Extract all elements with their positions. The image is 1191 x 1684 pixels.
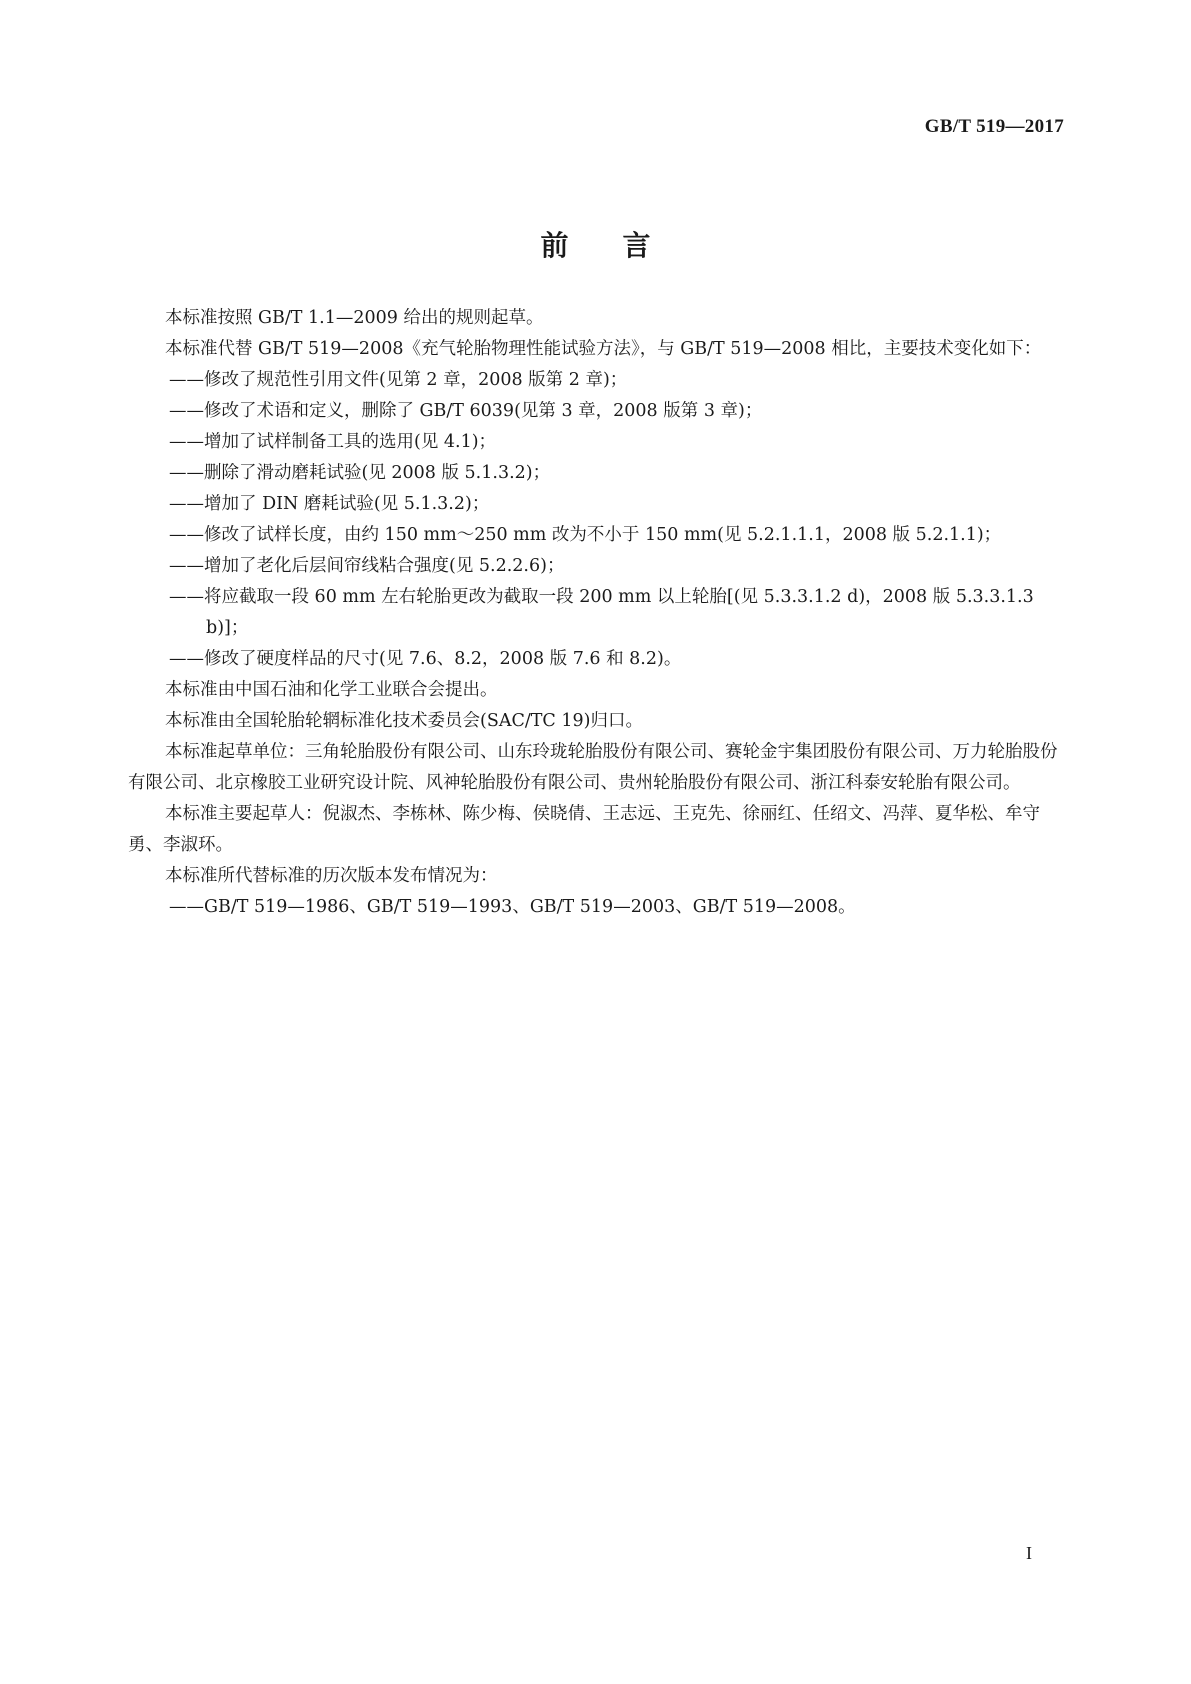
paragraph: 本标准由全国轮胎轮辋标准化技术委员会(SAC/TC 19)归口。 [165,711,643,731]
list-item: ——删除了滑动磨耗试验(见 2008 版 5.1.3.2)； [169,463,551,483]
paragraph: 本标准按照 GB/T 1.1—2009 给出的规则起草。 [165,308,544,328]
page-title: 前言 [540,229,705,262]
list-item: ——增加了试样制备工具的选用(见 4.1)； [169,432,497,452]
paragraph: 本标准所代替标准的历次版本发布情况为： [165,866,498,886]
list-item: ——修改了术语和定义，删除了 GB/T 6039(见第 3 章，2008 版第 3 章)； [169,401,763,421]
paragraph: 本标准由中国石油和化学工业联合会提出。 [165,680,498,700]
page-number: I [1026,1543,1032,1563]
list-item: ——修改了规范性引用文件(见第 2 章，2008 版第 2 章)； [169,370,628,390]
list-item: ——修改了硬度样品的尺寸(见 7.6、8.2，2008 版 7.6 和 8.2)。 [169,649,682,669]
document-code: GB/T 519—2017 [924,116,1064,137]
paragraph: 本标准主要起草人：倪淑杰、李栋林、陈少梅、侯晓倩、王志远、王克先、徐丽红、任绍文、冯萍、夏华松、牟守勇、李淑环。 [128,804,1040,855]
paragraph: 本标准代替 GB/T 519—2008《充气轮胎物理性能试验方法》，与 GB/T 519—2008 相比，主要技术变化如下： [165,339,1042,359]
list-item: ——修改了试样长度，由约 150 mm～250 mm 改为不小于 150 mm(见 5.2.1.1.1，2008 版 5.2.1.1)； [169,525,1002,545]
list-item: ——将应截取一段 60 mm 左右轮胎更改为截取一段 200 mm 以上轮胎[(见 5.3.3.1.2 d)，2008 版 5.3.3.1.3 b)]； [169,587,1034,638]
list-item: ——增加了 DIN 磨耗试验(见 5.1.3.2)； [169,494,490,514]
document-body [128,303,1066,923]
list-item: ——增加了老化后层间帘线粘合强度(见 5.2.2.6)； [169,556,565,576]
list-item: ——GB/T 519—1986、GB/T 519—1993、GB/T 519—2003、GB/T 519—2008。 [169,897,856,917]
paragraph: 本标准起草单位：三角轮胎股份有限公司、山东玲珑轮胎股份有限公司、赛轮金宇集团股份有限公司、万力轮胎股份有限公司、北京橡胶工业研究设计院、风神轮胎股份有限公司、贵州轮胎股份有限公司、浙江科泰安轮胎有限公司。 [128,742,1058,793]
